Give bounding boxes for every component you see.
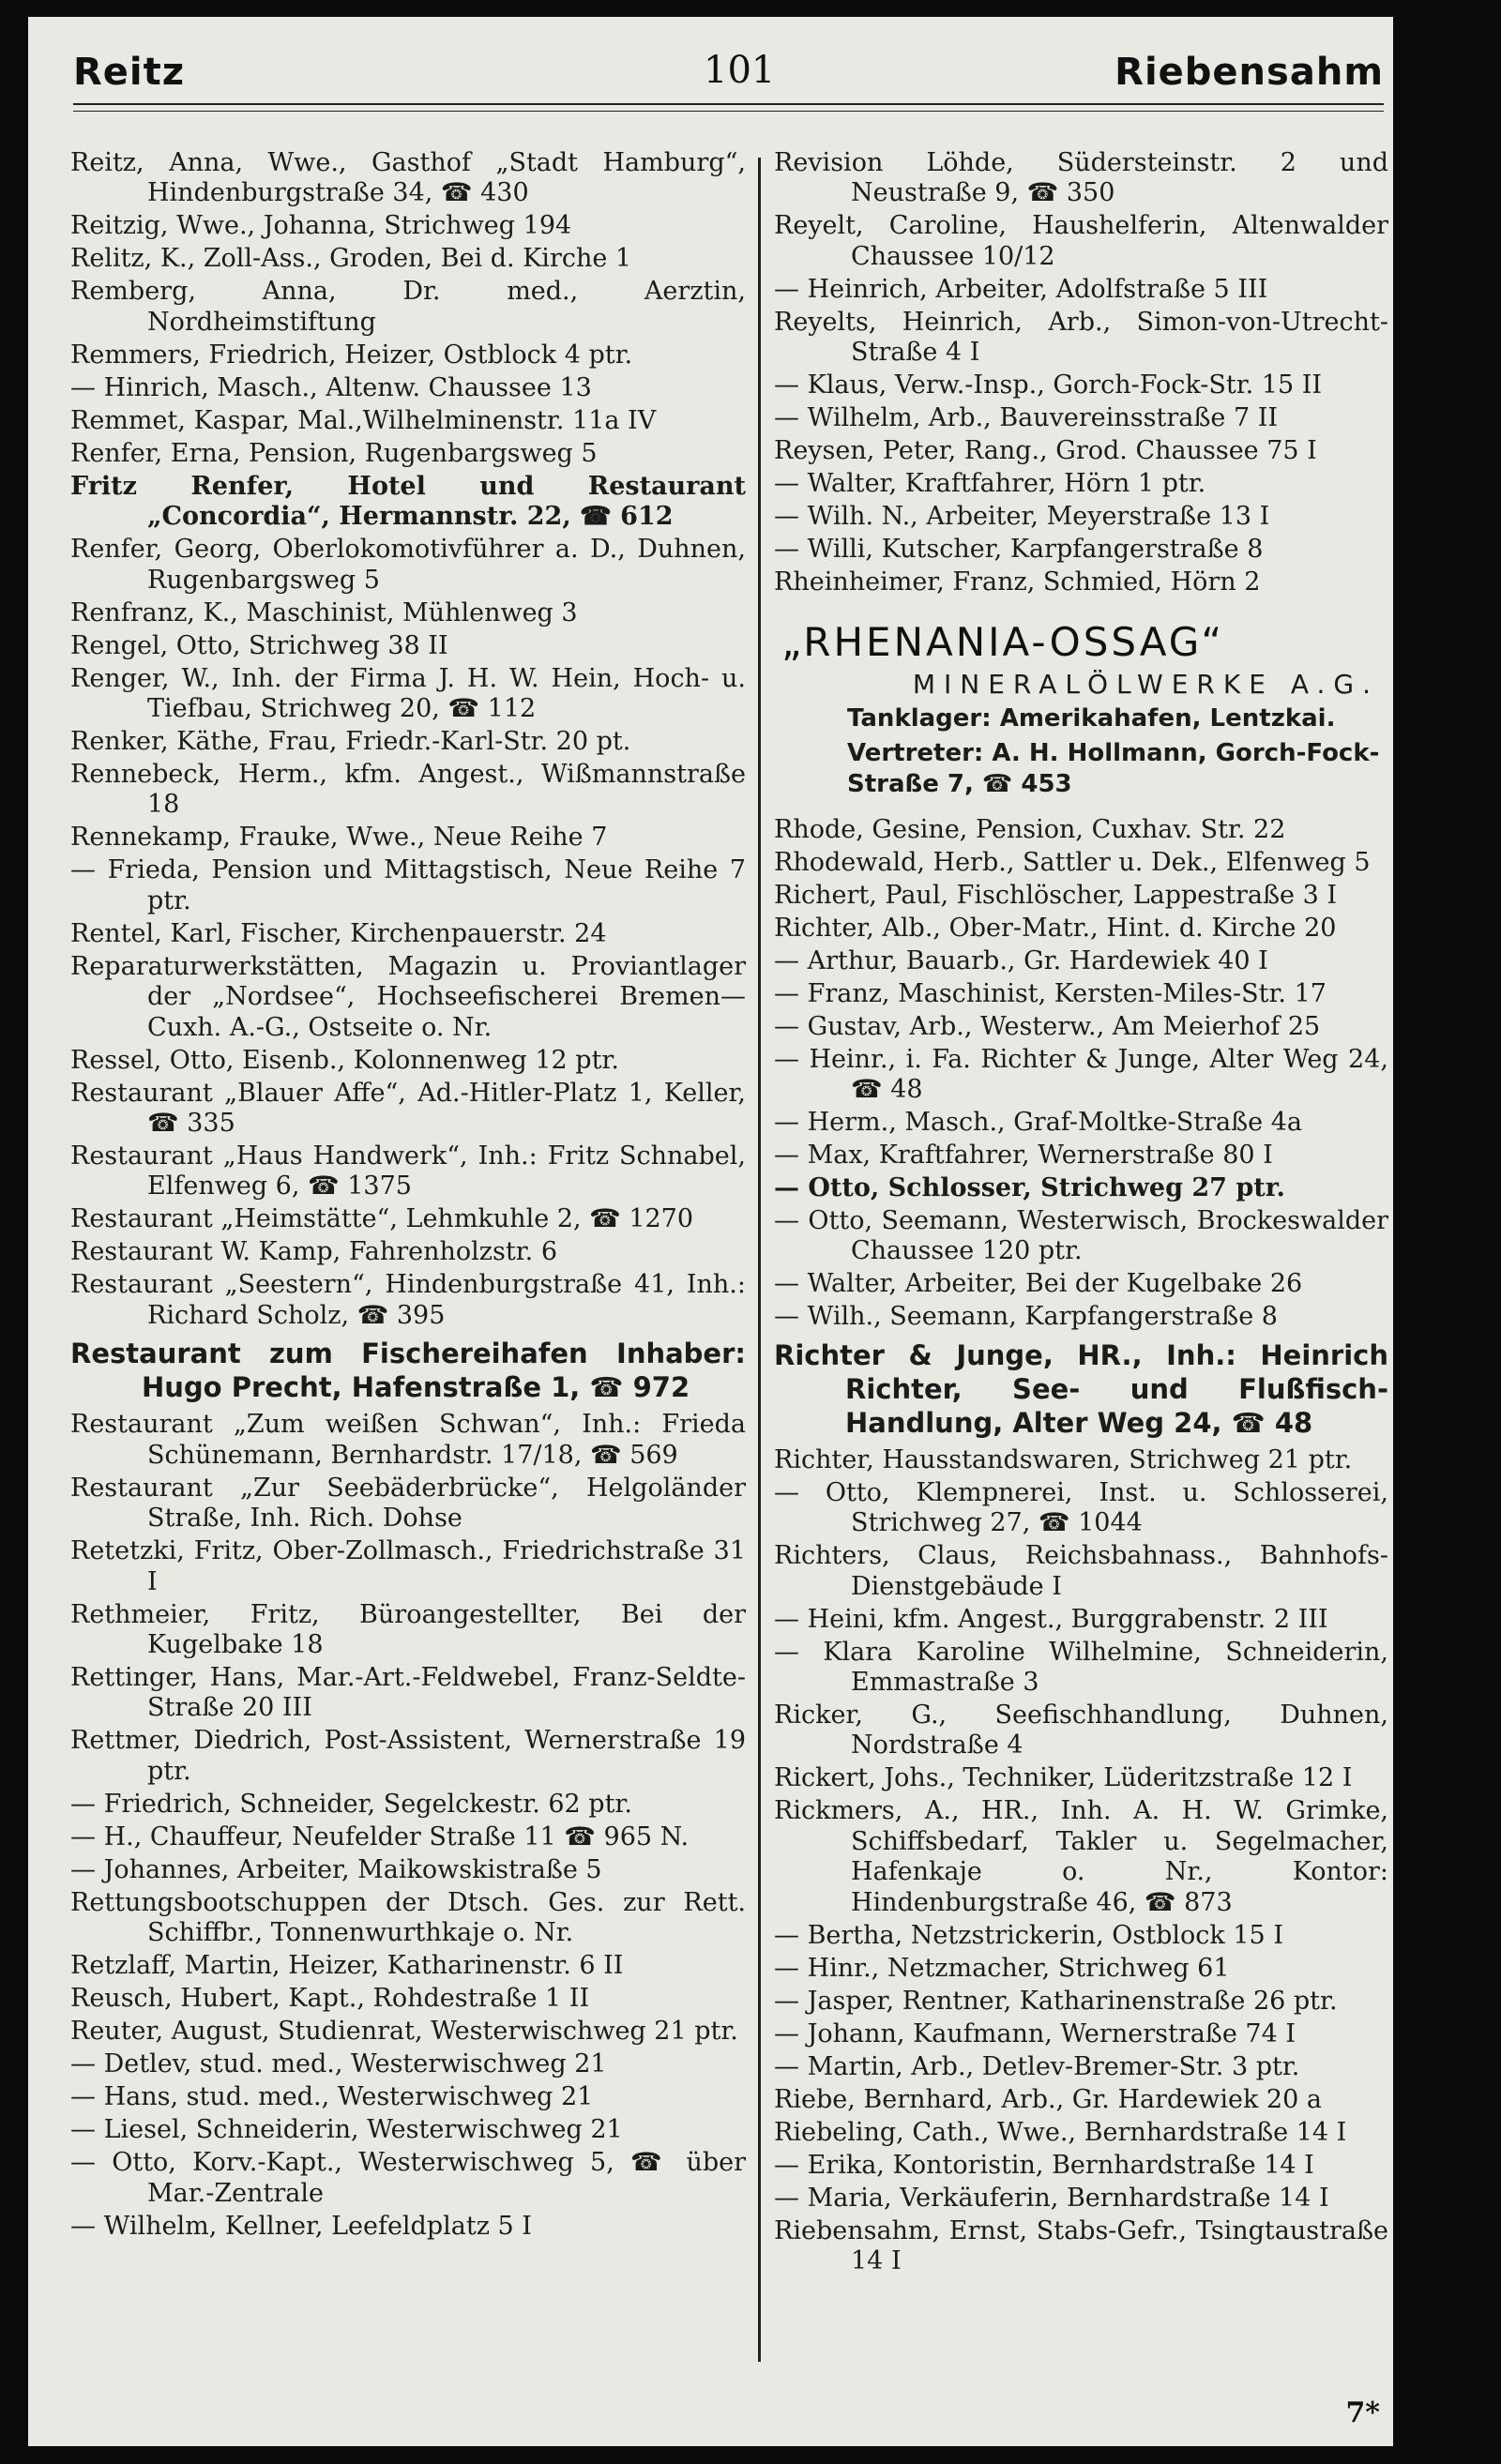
right-column-bottom bbox=[774, 815, 1388, 2277]
directory-entry: Richters, Claus, Reichsbahnass., Bahnhofs-Dienstgebäude I bbox=[774, 1541, 1388, 1601]
directory-entry: — Gustav, Arb., Westerw., Am Meierhof 25 bbox=[774, 1011, 1321, 1041]
directory-entry: — Hinr., Netzmacher, Strichweg 61 bbox=[774, 1953, 1230, 1983]
directory-entry: Richter, Alb., Ober-Matr., Hint. d. Kirche 20 bbox=[774, 913, 1337, 943]
directory-entry: Ricker, G., Seefischhandlung, Duhnen, Nordstraße 4 bbox=[774, 1701, 1388, 1761]
directory-entry: Retzlaff, Martin, Heizer, Katharinenstr. 6 II bbox=[70, 1951, 624, 1981]
page-number: 101 bbox=[704, 49, 776, 92]
directory-entry: Riebensahm, Ernst, Stabs-Gefr., Tsingtaustraße 14 I bbox=[774, 2215, 1388, 2276]
directory-entry: Richter & Junge, HR., Inh.: Heinrich Richter, See- und Flußfisch-Handlung, Alter Weg 24, ☎ 48 bbox=[774, 1338, 1388, 1439]
directory-entry: Rhodewald, Herb., Sattler u. Dek., Elfenweg 5 bbox=[774, 847, 1371, 877]
directory-entry: Rethmeier, Fritz, Büroangestellter, Bei der Kugelbake 18 bbox=[70, 1599, 746, 1659]
directory-entry: Renfer, Georg, Oberlokomotivführer a. D., Duhnen, Rugenbargsweg 5 bbox=[70, 535, 746, 595]
directory-entry: Rennebeck, Herm., kfm. Angest., Wißmannstraße 18 bbox=[70, 760, 746, 820]
directory-entry: Richter, Hausstandswaren, Strichweg 21 ptr. bbox=[774, 1444, 1353, 1474]
directory-entry: — Otto, Seemann, Westerwisch, Brockeswalder Chaussee 120 ptr. bbox=[774, 1206, 1388, 1266]
directory-entry: Reitzig, Wwe., Johanna, Strichweg 194 bbox=[70, 211, 572, 241]
directory-entry: Reyelts, Heinrich, Arb., Simon-von-Utrecht-Straße 4 I bbox=[774, 307, 1388, 368]
directory-entry: — Erika, Kontoristin, Bernhardstraße 14 I bbox=[774, 2150, 1314, 2180]
directory-entry: Rengel, Otto, Strichweg 38 II bbox=[70, 630, 448, 660]
directory-entry: — Herm., Masch., Graf-Moltke-Straße 4a bbox=[774, 1108, 1303, 1138]
running-head-right: Riebensahm bbox=[1114, 51, 1384, 94]
directory-entry: — Willi, Kutscher, Karpfangerstraße 8 bbox=[774, 535, 1264, 565]
signature-mark: 7* bbox=[1345, 2396, 1380, 2429]
directory-entry: Relitz, K., Zoll-Ass., Groden, Bei d. Kirche 1 bbox=[70, 244, 632, 274]
directory-entry: — H., Chauffeur, Neufelder Straße 11 ☎ 965 N. bbox=[70, 1822, 690, 1852]
directory-entry: — Maria, Verkäuferin, Bernhardstraße 14 I bbox=[774, 2183, 1329, 2213]
directory-entry: Restaurant zum Fischereihafen Inhaber: Hugo Precht, Hafenstraße 1, ☎ 972 bbox=[70, 1338, 746, 1404]
directory-entry: Reysen, Peter, Rang., Grod. Chaussee 75 I bbox=[774, 436, 1317, 466]
directory-entry: — Bertha, Netzstrickerin, Ostblock 15 I bbox=[774, 1920, 1283, 1950]
directory-entry: Rennekamp, Frauke, Wwe., Neue Reihe 7 bbox=[70, 823, 608, 853]
directory-entry: Retetzki, Fritz, Ober-Zollmasch., Friedrichstraße 31 I bbox=[70, 1536, 746, 1596]
directory-entry: Revision Löhde, Südersteinstr. 2 und Neustraße 9, ☎ 350 bbox=[774, 148, 1388, 208]
rhenania-tanklager: Tanklager: Amerikahafen, Lentzkai. bbox=[847, 703, 1336, 733]
column-divider bbox=[758, 158, 761, 2362]
directory-entry: — Johannes, Arbeiter, Maikowskistraße 5 bbox=[70, 1854, 602, 1884]
directory-entry: — Walter, Kraftfahrer, Hörn 1 ptr. bbox=[774, 469, 1206, 499]
directory-entry: Renger, W., Inh. der Firma J. H. W. Hein, Hoch- u. Tiefbau, Strichweg 20, ☎ 112 bbox=[70, 663, 746, 724]
left-column bbox=[70, 148, 746, 2245]
directory-entry: — Klara Karoline Wilhelmine, Schneiderin, Emmastraße 3 bbox=[774, 1637, 1388, 1698]
directory-entry: Restaurant „Zum weißen Schwan“, Inh.: Frieda Schünemann, Bernhardstr. 17/18, ☎ 569 bbox=[70, 1410, 746, 1470]
directory-entry: Renker, Käthe, Frau, Friedr.-Karl-Str. 20 pt. bbox=[70, 727, 631, 757]
directory-entry: Reusch, Hubert, Kapt., Rohdestraße 1 II bbox=[70, 1984, 590, 2014]
directory-entry: — Otto, Klempnerei, Inst. u. Schlosserei, Strichweg 27, ☎ 1044 bbox=[774, 1477, 1388, 1538]
directory-entry: Restaurant „Zur Seebäderbrücke“, Helgoländer Straße, Inh. Rich. Dohse bbox=[70, 1473, 746, 1534]
directory-entry: — Klaus, Verw.-Insp., Gorch-Fock-Str. 15 II bbox=[774, 370, 1323, 401]
directory-entry: — Martin, Arb., Detlev-Bremer-Str. 3 ptr. bbox=[774, 2051, 1300, 2081]
directory-entry: Reparaturwerkstätten, Magazin u. Proviantlager der „Nordsee“, Hochseefischerei Bremen—Cuxh. A.-G., Ostseite o. Nr. bbox=[70, 951, 746, 1042]
directory-entry: — Friedrich, Schneider, Segelckestr. 62 ptr. bbox=[70, 1789, 632, 1819]
running-head-left: Reitz bbox=[73, 51, 186, 94]
directory-entry: — Walter, Arbeiter, Bei der Kugelbake 26 bbox=[774, 1269, 1303, 1299]
directory-entry: Restaurant „Blauer Affe“, Ad.-Hitler-Platz 1, Keller, ☎ 335 bbox=[70, 1078, 746, 1139]
directory-entry: Rheinheimer, Franz, Schmied, Hörn 2 bbox=[774, 567, 1261, 597]
directory-entry: Remmet, Kaspar, Mal.,Wilhelminenstr. 11a IV bbox=[70, 405, 657, 435]
directory-entry: Rentel, Karl, Fischer, Kirchenpauerstr. 24 bbox=[70, 918, 607, 948]
directory-entry: Riebe, Bernhard, Arb., Gr. Hardewiek 20 a bbox=[774, 2084, 1322, 2114]
directory-entry: Reitz, Anna, Wwe., Gasthof „Stadt Hamburg“, Hindenburgstraße 34, ☎ 430 bbox=[70, 148, 746, 208]
directory-entry: Fritz Renfer, Hotel und Restaurant „Concordia“, Hermannstr. 22, ☎ 612 bbox=[70, 471, 746, 532]
directory-entry: — Heinr., i. Fa. Richter & Junge, Alter Weg 24, ☎ 48 bbox=[774, 1044, 1388, 1105]
directory-entry: Rickert, Johs., Techniker, Lüderitzstraße 12 I bbox=[774, 1763, 1353, 1793]
directory-entry: Ressel, Otto, Eisenb., Kolonnenweg 12 ptr. bbox=[70, 1045, 619, 1075]
directory-entry: — Wilhelm, Arb., Bauvereinsstraße 7 II bbox=[774, 403, 1279, 433]
directory-entry: Rickmers, A., HR., Inh. A. H. W. Grimke, Schiffsbedarf, Takler u. Segelmacher, Hafenkaje o. Nr., Kontor: Hindenburgstraße 46, ☎ 873 bbox=[774, 1796, 1388, 1917]
directory-entry: — Arthur, Bauarb., Gr. Hardewiek 40 I bbox=[774, 945, 1268, 975]
directory-entry: — Otto, Korv.-Kapt., Westerwischweg 5, ☎ über Mar.-Zentrale bbox=[70, 2148, 746, 2208]
directory-entry: — Liesel, Schneiderin, Westerwischweg 21 bbox=[70, 2115, 623, 2145]
directory-entry: — Franz, Maschinist, Kersten-Miles-Str. 17 bbox=[774, 978, 1327, 1008]
directory-entry: — Frieda, Pension und Mittagstisch, Neue Reihe 7 ptr. bbox=[70, 855, 746, 915]
directory-entry: Renfer, Erna, Pension, Rugenbargsweg 5 bbox=[70, 438, 598, 468]
directory-entry: Reuter, August, Studienrat, Westerwischweg 21 ptr. bbox=[70, 2017, 738, 2047]
directory-entry: — Hinrich, Masch., Altenw. Chaussee 13 bbox=[70, 372, 592, 402]
directory-entry: Restaurant „Haus Handwerk“, Inh.: Fritz Schnabel, Elfenweg 6, ☎ 1375 bbox=[70, 1141, 746, 1202]
right-column-top bbox=[774, 148, 1388, 598]
header-rule-thin bbox=[73, 111, 1384, 112]
directory-entry: — Heini, kfm. Angest., Burggrabenstr. 2 III bbox=[774, 1604, 1328, 1634]
directory-entry: Renfranz, K., Maschinist, Mühlenweg 3 bbox=[70, 597, 578, 627]
rhenania-vertreter: Vertreter: A. H. Hollmann, Gorch-Fock-Straße 7, ☎ 453 bbox=[847, 738, 1380, 798]
directory-entry: Rettungsbootschuppen der Dtsch. Ges. zur Rett. Schiffbr., Tonnenwurthkaje o. Nr. bbox=[70, 1887, 746, 1948]
directory-entry: Riebeling, Cath., Wwe., Bernhardstraße 14 I bbox=[774, 2117, 1347, 2147]
directory-entry: — Max, Kraftfahrer, Wernerstraße 80 I bbox=[774, 1141, 1273, 1171]
directory-entry: — Wilhelm, Kellner, Leefeldplatz 5 I bbox=[70, 2211, 532, 2241]
directory-entry: Rhode, Gesine, Pension, Cuxhav. Str. 22 bbox=[774, 814, 1286, 844]
directory-entry: Reyelt, Caroline, Haushelferin, Altenwalder Chaussee 10/12 bbox=[774, 211, 1388, 271]
rhenania-ad bbox=[774, 619, 1388, 800]
directory-entry: Restaurant „Seestern“, Hindenburgstraße 41, Inh.: Richard Scholz, ☎ 395 bbox=[70, 1270, 746, 1330]
directory-entry: Restaurant „Heimstätte“, Lehmkuhle 2, ☎ 1270 bbox=[70, 1204, 694, 1234]
directory-entry: Rettinger, Hans, Mar.-Art.-Feldwebel, Franz-Seldte-Straße 20 III bbox=[70, 1662, 746, 1723]
directory-page bbox=[28, 17, 1393, 2446]
directory-entry: Remmers, Friedrich, Heizer, Ostblock 4 ptr. bbox=[70, 340, 633, 370]
directory-entry: — Heinrich, Arbeiter, Adolfstraße 5 III bbox=[774, 274, 1268, 304]
directory-entry: — Johann, Kaufmann, Wernerstraße 74 I bbox=[774, 2018, 1296, 2048]
rhenania-name: „RHENANIA-OSSAG“ bbox=[781, 618, 1225, 665]
directory-entry: — Jasper, Rentner, Katharinenstraße 26 ptr. bbox=[774, 1986, 1338, 2016]
directory-entry: Remberg, Anna, Dr. med., Aerztin, Nordheimstiftung bbox=[70, 277, 746, 337]
directory-entry: Rettmer, Diedrich, Post-Assistent, Wernerstraße 19 ptr. bbox=[70, 1726, 746, 1786]
right-column bbox=[774, 148, 1388, 2279]
header-rule bbox=[73, 103, 1384, 105]
directory-entry: — Hans, stud. med., Westerwischweg 21 bbox=[70, 2082, 594, 2112]
directory-entry: — Detlev, stud. med., Westerwischweg 21 bbox=[70, 2049, 607, 2079]
directory-entry: Restaurant W. Kamp, Fahrenholzstr. 6 bbox=[70, 1237, 557, 1267]
directory-entry: — Wilh. N., Arbeiter, Meyerstraße 13 I bbox=[774, 502, 1270, 532]
directory-entry: — Wilh., Seemann, Karpfangerstraße 8 bbox=[774, 1302, 1278, 1332]
rhenania-subtitle: MINERALÖLWERKE A.G. bbox=[912, 668, 1379, 700]
directory-entry: — Otto, Schlosser, Strichweg 27 ptr. bbox=[774, 1173, 1285, 1203]
directory-entry: Richert, Paul, Fischlöscher, Lappestraße 3 I bbox=[774, 880, 1337, 910]
